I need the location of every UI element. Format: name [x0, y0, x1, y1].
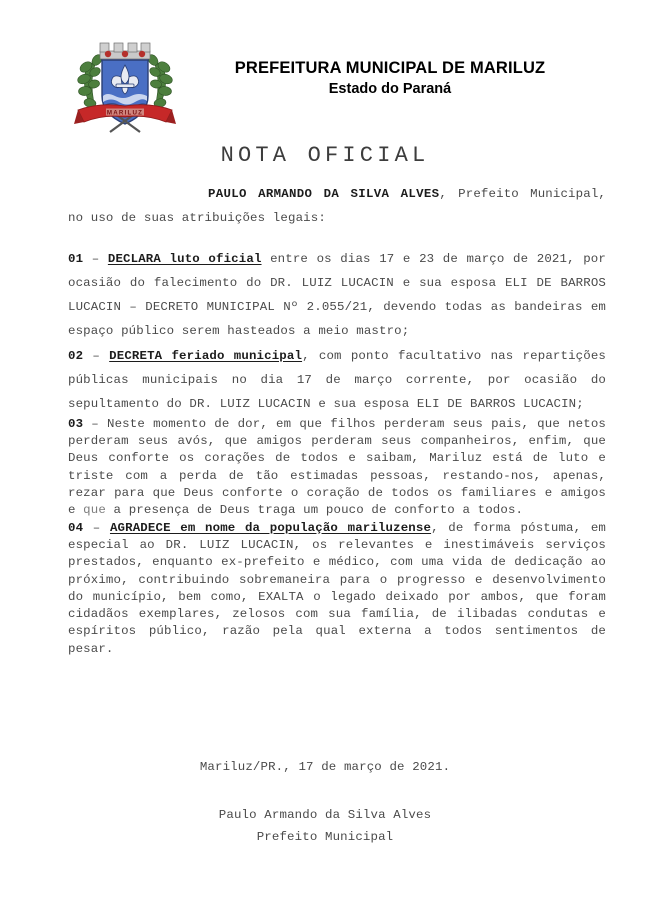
mayor-name: PAULO ARMANDO DA SILVA ALVES — [208, 187, 440, 201]
place-and-date: Mariluz/PR., 17 de março de 2021. — [199, 760, 451, 774]
clause-02 — [68, 344, 606, 416]
clause-04 — [68, 520, 606, 658]
signer-role: Prefeito Municipal — [256, 830, 394, 844]
clause-03-text-part1: Neste momento de dor, em que filhos perderam seus pais, que netos perderam seus avós, que amigos perderam seus companheiros, enfim, que Deus conforte os corações de todos e saibam, Mariluz está de luto e triste com a perda de tão estimadas pessoas, restando-nos, apenas, rezar para que Deus conforte o coração de todos os familiares e amigos e — [68, 416, 606, 518]
state-subtitle: Estado do Paraná — [328, 81, 452, 97]
clause-03 — [68, 416, 606, 520]
clause-02-dash: – — [83, 348, 110, 363]
clause-04-emphasis: AGRADECE em nome da população mariluzense — [109, 520, 432, 535]
crest-ribbon-text: MARILUZ — [106, 109, 144, 117]
clause-01-text: entre os dias 17 e 23 de março de 2021, por ocasião do falecimento do DR. LUIZ LUCACIN e sua esposa ELI DE BARROS LUCACIN – DECRETO MUNICIPAL Nº 2.055/21, devendo todas as bandeiras em espaço público serem hasteados a meio mastro; — [68, 252, 606, 339]
clause-03-text-part2: a presença de Deus traga um pouco de conforto a todos. — [105, 503, 524, 518]
letterhead-text — [190, 58, 590, 99]
clause-02-emphasis: DECRETA feriado municipal — [109, 348, 303, 363]
clause-01-dash: – — [83, 252, 108, 267]
signature-block — [0, 804, 650, 848]
clause-03-faint-word: que — [83, 503, 106, 518]
page-title: NOTA OFICIAL — [220, 143, 430, 168]
clause-03-number: 03 — [68, 416, 84, 431]
clause-01-emphasis: DECLARA luto oficial — [107, 252, 262, 267]
clause-01-number: 01 — [68, 252, 84, 267]
letterhead — [0, 30, 650, 145]
clause-03-dash: – — [83, 416, 108, 431]
clause-02-text: , com ponto facultativo nas repartições públicas municipais no dia 17 de março corrente, por ocasião do sepultamento do DR. LUIZ LUCACIN e sua esposa ELI DE BARROS LUCACIN; — [68, 348, 606, 411]
lead-paragraph — [68, 182, 606, 230]
clause-04-dash: – — [83, 520, 110, 535]
coat-of-arms-icon — [72, 34, 178, 137]
clause-02-number: 02 — [68, 348, 84, 363]
clause-04-text: , de forma póstuma, em especial ao DR. LUIZ LUCACIN, os relevantes e inestimáveis serviços prestados, enquanto ex-prefeito e médico, com uma vida de dedicação ao próximo, contribuindo sobremaneira para o progresso e desenvolvimento do município, bem como, EXALTA o legado deixado por ambos, que foram cidadãos exemplares, zelosos com sua família, de ilibadas condutas e espíritos público, razão pela qual externa a todos sentimentos de pesar. — [68, 520, 607, 656]
clause-01 — [68, 247, 606, 343]
lead-continuation: no uso de suas atribuições legais: — [68, 211, 326, 226]
document-body — [68, 182, 606, 658]
spacer — [68, 230, 606, 247]
municipality-title: PREFEITURA MUNICIPAL DE MARILUZ — [234, 59, 546, 77]
clause-04-number: 04 — [68, 520, 84, 535]
signer-name: Paulo Armando da Silva Alves — [218, 808, 432, 822]
mayor-role: , Prefeito Municipal, — [439, 187, 606, 201]
